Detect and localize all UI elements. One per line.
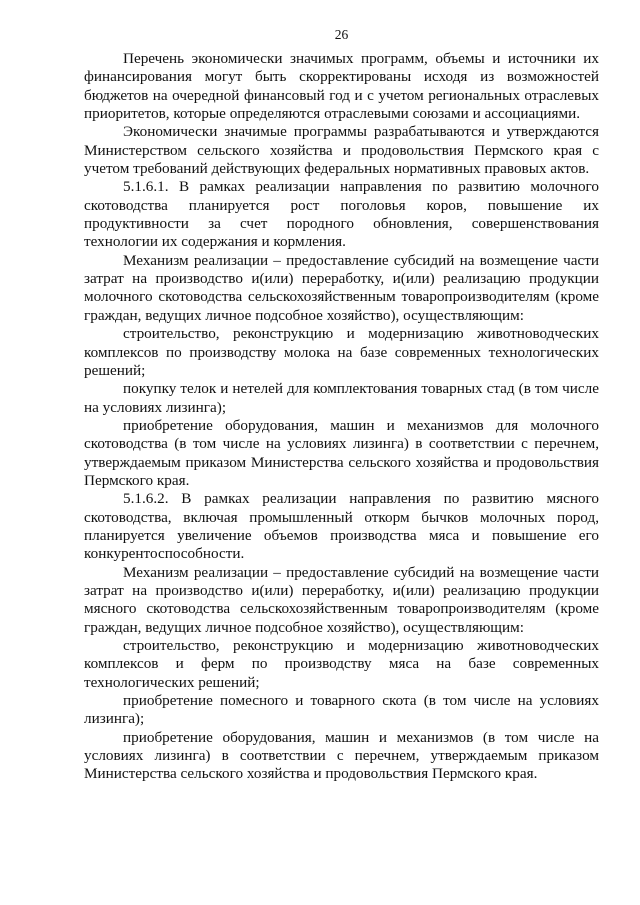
paragraph-programs-approval: Экономически значимые программы разрабатываются и утверждаются Министерством сельского хозяйства и продовольствия Пермского края с учетом требований действующих федеральных нормативных правовых актов. (84, 123, 599, 178)
page-number: 26 (334, 27, 349, 42)
paragraph-section-5-1-6-2: 5.1.6.2. В рамках реализации направления по развитию мясного скотоводства, включая промышленный откорм бычков молочных пород, планируется увеличение объемов производства мяса и повышение его конкурентоспособности. (84, 490, 599, 563)
list-item-dairy-heifers: покупку телок и нетелей для комплектования товарных стад (в том числе на условиях лизинга); (84, 380, 599, 416)
paragraph-beef-mechanism: Механизм реализации – предоставление субсидий на возмещение части затрат на производство и(или) переработку, и(или) реализацию продукции мясного скотоводства сельскохозяйственным товаропроизводителям (кроме граждан, ведущих личное подсобное хозяйство), осуществляющим: (84, 563, 599, 636)
list-item-dairy-equipment: приобретение оборудования, машин и механизмов для молочного скотоводства (в том числе на условиях лизинга) в соответствии с перечнем, утверждаемым приказом Министерства сельского хозяйства и продовольствия Пермского края. (84, 416, 599, 489)
paragraph-programs-adjustment: Перечень экономически значимых программ, объемы и источники их финансирования могут быть скорректированы исходя из возможностей бюджетов на очередной финансовый год и с учетом региональных отраслевых приоритетов, которые определяются отраслевыми союзами и ассоциациями. (84, 50, 599, 123)
body-text (84, 50, 599, 784)
list-item-beef-livestock: приобретение помесного и товарного скота (в том числе на условиях лизинга); (84, 692, 599, 728)
paragraph-dairy-mechanism: Механизм реализации – предоставление субсидий на возмещение части затрат на производство и(или) переработку, и(или) реализацию продукции молочного скотоводства сельскохозяйственным товаропроизводителям (кроме граждан, ведущих личное подсобное хозяйство), осуществляющим: (84, 251, 599, 324)
paragraph-section-5-1-6-1: 5.1.6.1. В рамках реализации направления по развитию молочного скотоводства планируется рост поголовья коров, повышение их продуктивности за счет породного обновления, совершенствования технологии их содержания и кормления. (84, 178, 599, 251)
list-item-beef-equipment: приобретение оборудования, машин и механизмов (в том числе на условиях лизинга) в соответствии с перечнем, утверждаемым приказом Министерства сельского хозяйства и продовольствия Пермского края. (84, 728, 599, 783)
list-item-dairy-construction: строительство, реконструкцию и модернизацию животноводческих комплексов по производству молока на базе современных технологических решений; (84, 325, 599, 379)
list-item-beef-construction: строительство, реконструкцию и модернизацию животноводческих комплексов и ферм по производству мяса на базе современных технологических решений; (84, 637, 599, 691)
